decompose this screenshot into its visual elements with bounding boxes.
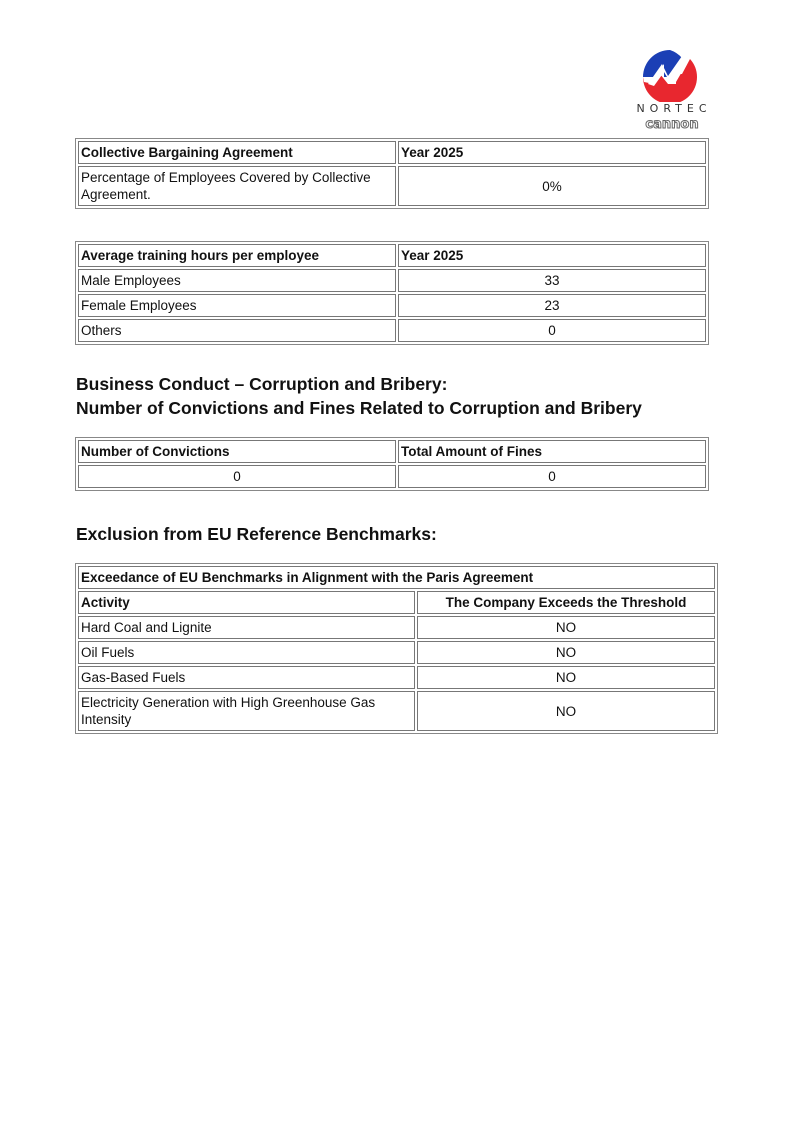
row-value: NO bbox=[417, 666, 715, 689]
row-label: Female Employees bbox=[78, 294, 396, 317]
collective-bargaining-table bbox=[75, 138, 709, 209]
company-logo bbox=[624, 46, 716, 134]
table-title-cell: Exceedance of EU Benchmarks in Alignment with the Paris Agreement bbox=[78, 566, 715, 589]
table-header-row bbox=[78, 591, 715, 614]
row-label: Gas-Based Fuels bbox=[78, 666, 415, 689]
table-row bbox=[78, 666, 715, 689]
row-label: Oil Fuels bbox=[78, 641, 415, 664]
table-row bbox=[78, 294, 706, 317]
row-label: Percentage of Employees Covered by Collective Agreement. bbox=[78, 166, 396, 206]
row-value: NO bbox=[417, 616, 715, 639]
table-header-row bbox=[78, 440, 706, 463]
training-hours-table bbox=[75, 241, 709, 345]
convictions-fines-table bbox=[75, 437, 709, 491]
row-value: 23 bbox=[398, 294, 706, 317]
header-cell: Activity bbox=[78, 591, 415, 614]
row-value: 0 bbox=[398, 319, 706, 342]
section-heading-eu-benchmarks: Exclusion from EU Reference Benchmarks: bbox=[76, 524, 437, 544]
table-row bbox=[78, 641, 715, 664]
table-row bbox=[78, 319, 706, 342]
nortec-logo-icon bbox=[624, 46, 716, 102]
header-cell: Year 2025 bbox=[398, 141, 706, 164]
table-row bbox=[78, 465, 706, 488]
row-label: Hard Coal and Lignite bbox=[78, 616, 415, 639]
header-cell: Average training hours per employee bbox=[78, 244, 396, 267]
row-value: 0% bbox=[398, 166, 706, 206]
logo-brand-text: NORTEC bbox=[636, 102, 712, 115]
header-cell: Collective Bargaining Agreement bbox=[78, 141, 396, 164]
row-label: Electricity Generation with High Greenhouse Gas Intensity bbox=[78, 691, 415, 731]
table-row bbox=[78, 269, 706, 292]
logo-sub-text: cannon bbox=[645, 117, 699, 132]
table-header-row bbox=[78, 141, 706, 164]
header-cell: Number of Convictions bbox=[78, 440, 396, 463]
row-value: NO bbox=[417, 641, 715, 664]
table-header-row bbox=[78, 244, 706, 267]
row-value: 0 bbox=[78, 465, 396, 488]
section-subheading-convictions: Number of Convictions and Fines Related to Corruption and Bribery bbox=[76, 398, 642, 418]
header-cell: Year 2025 bbox=[398, 244, 706, 267]
header-cell: The Company Exceeds the Threshold bbox=[417, 591, 715, 614]
table-row bbox=[78, 691, 715, 731]
table-row bbox=[78, 616, 715, 639]
row-label: Others bbox=[78, 319, 396, 342]
header-cell: Total Amount of Fines bbox=[398, 440, 706, 463]
table-row bbox=[78, 166, 706, 206]
row-label: Male Employees bbox=[78, 269, 396, 292]
eu-benchmarks-table bbox=[75, 563, 718, 734]
section-heading-business-conduct: Business Conduct – Corruption and Bribery: bbox=[76, 374, 448, 394]
row-value: 0 bbox=[398, 465, 706, 488]
table-title-row bbox=[78, 566, 715, 589]
row-value: NO bbox=[417, 691, 715, 731]
row-value: 33 bbox=[398, 269, 706, 292]
